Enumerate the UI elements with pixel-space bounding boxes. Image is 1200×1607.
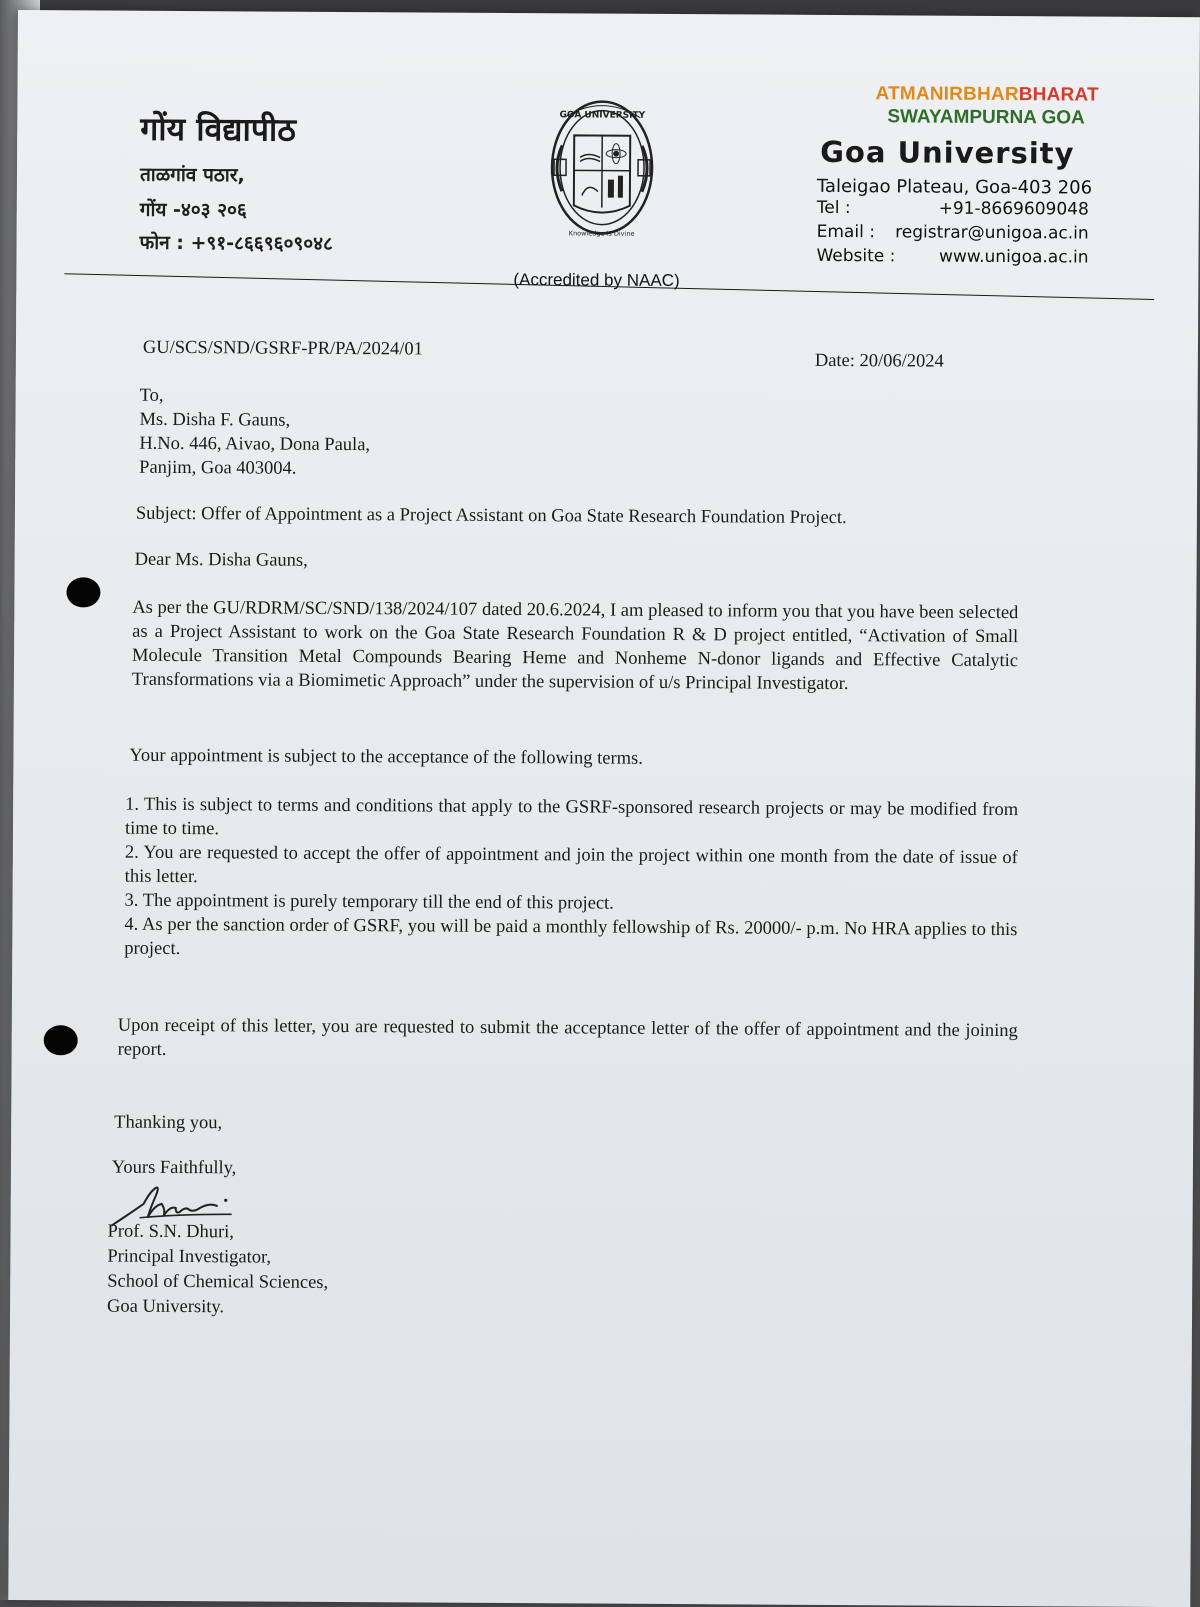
website-label: Website : [816, 246, 895, 266]
signatory-institution: Goa University. [107, 1295, 328, 1321]
seal-ring-text: GOA UNIVERSITY [560, 110, 646, 121]
marathi-address-line: ताळगांव पठार, [140, 161, 245, 188]
reference-number: GU/SCS/SND/GSRF-PR/PA/2024/01 [143, 336, 423, 362]
letter-page [8, 10, 1200, 1607]
website-row [816, 246, 1088, 270]
recipient-city: Panjim, Goa 403004. [139, 456, 370, 481]
term-item: 2. You are requested to accept the offer of appointment and join the project within one month from the date of issue of this letter. [125, 841, 1018, 894]
tel-label: Tel : [817, 198, 851, 218]
signatory-name: Prof. S.N. Dhuri, [107, 1220, 328, 1246]
term-item: 3. The appointment is purely temporary till the end of this project. [124, 889, 1017, 918]
tel-row [817, 198, 1089, 222]
acceptance-paragraph: Upon receipt of this letter, you are requested to submit the acceptance letter of the offer of appointment and the joining report. [118, 1014, 1018, 1067]
letter-body [123, 336, 1023, 341]
salutation: Dear Ms. Disha Gauns, [135, 548, 308, 573]
email-label: Email : [817, 222, 875, 242]
atmanirbhar-bharat-logo [875, 83, 1098, 106]
email-row [817, 222, 1089, 246]
seal-motto: Knowledge is Divine [569, 229, 635, 237]
punch-hole [44, 1025, 78, 1055]
letter-date: Date: 20/06/2024 [815, 349, 944, 374]
terms-intro: Your appointment is subject to the acceptance of the following terms. [129, 744, 643, 771]
appointment-paragraph: As per the GU/RDRM/SC/SND/138/2024/107 dated 20.6.2024, I am pleased to inform you that you have been selected as a Project Assistant to work on the Goa State Research Foundation R & D project entitled, “Activation of Small Molecule Transition Metal Compounds Bearing Heme and Nonheme N-donor ligands and Effective Catalytic Transformations via a Biomimetic Approach” under the supervision of u/s Principal Investigator. [132, 596, 1019, 697]
marathi-university-name: गोंय विद्यापीठ [140, 107, 296, 151]
naac-accreditation: (Accredited by NAAC) [513, 270, 679, 291]
swayampurna-goa-logo [887, 106, 1085, 129]
campaign-word: SWAYAMPURNA [887, 106, 1036, 128]
tel-value: +91-8669609048 [939, 199, 1089, 220]
punch-hole [66, 577, 100, 607]
marathi-phone-line: फोन : +९१-८६६९६०९०४८ [140, 229, 333, 256]
subject-line: Subject: Offer of Appointment as a Project Assistant on Goa State Research Foundation Project. [136, 502, 1036, 531]
university-name: Goa University [820, 135, 1075, 171]
term-item: 4. As per the sanction order of GSRF, you will be paid a monthly fellowship of Rs. 20000/- p.m. No HRA applies to this project. [124, 913, 1017, 966]
university-address: Taleigao Plateau, Goa-403 206 [817, 176, 1092, 199]
recipient-name: Ms. Disha F. Gauns, [139, 408, 370, 433]
campaign-word: ATMANIRBHAR [875, 83, 1018, 105]
closing-thanks: Thanking you, [114, 1111, 222, 1136]
to-label: To, [140, 384, 371, 409]
university-seal-logo [542, 95, 663, 256]
signatory-title: Principal Investigator, [107, 1245, 328, 1271]
recipient-street: H.No. 446, Aivao, Dona Paula, [139, 432, 370, 457]
campaign-word: BHARAT [1019, 84, 1099, 105]
closing-yours: Yours Faithfully, [112, 1156, 237, 1181]
terms-list [124, 793, 1018, 966]
signatory-block [107, 1220, 329, 1321]
website-value: www.unigoa.ac.in [939, 247, 1089, 268]
signatory-department: School of Chemical Sciences, [107, 1270, 328, 1296]
email-value: registrar@unigoa.ac.in [895, 222, 1089, 243]
marathi-pincode-line: गोंय -४०३ २०६ [140, 196, 247, 223]
recipient-address [139, 384, 370, 481]
term-item: 1. This is subject to terms and conditions that apply to the GSRF-sponsored research projects or may be modified from time to time. [125, 793, 1018, 846]
campaign-word: GOA [1041, 107, 1084, 128]
